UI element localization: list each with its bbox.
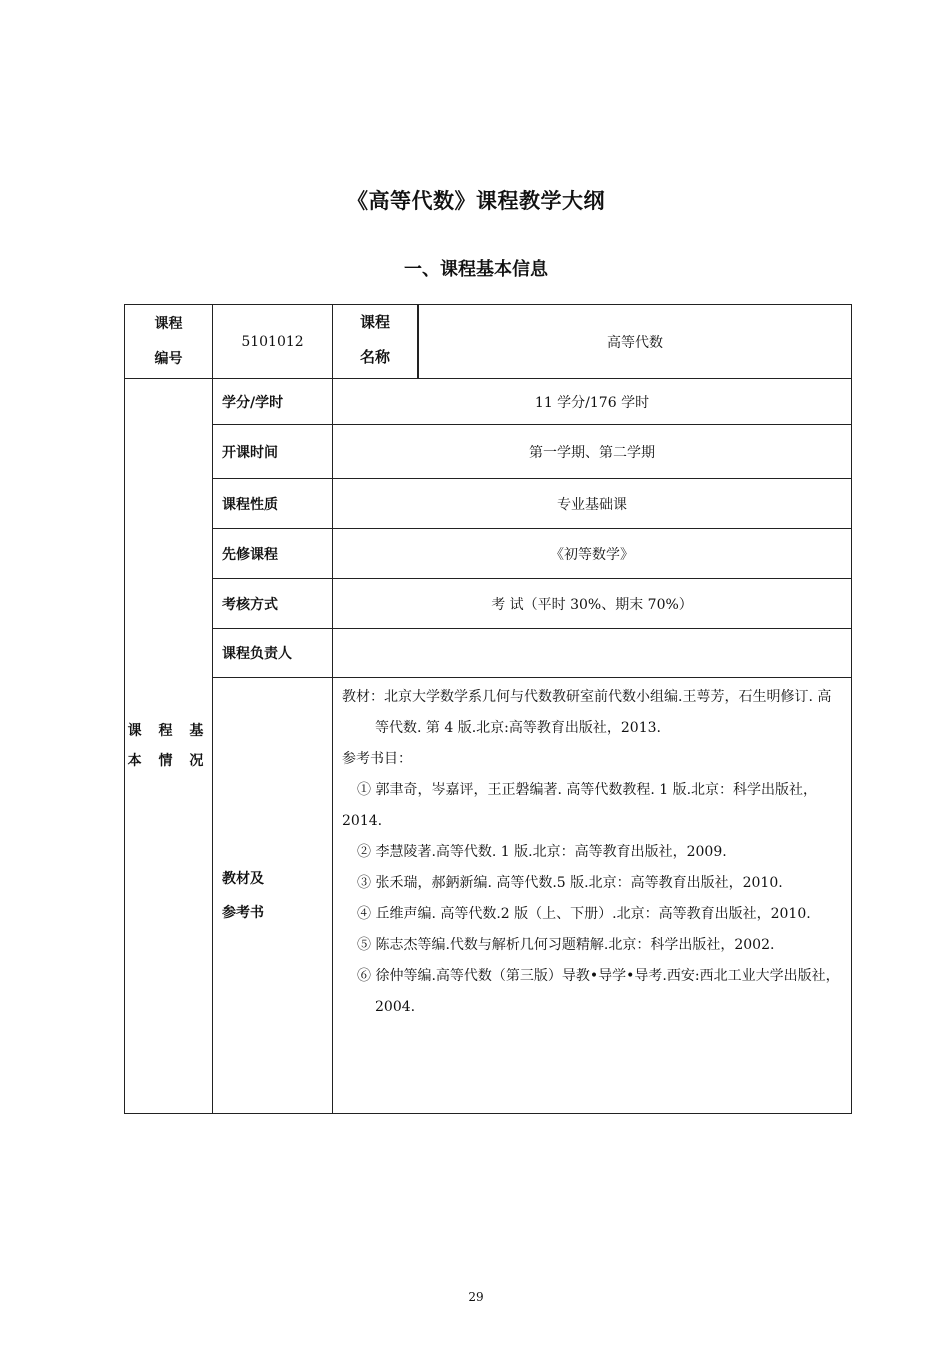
course-name-label [333,305,418,378]
table-row [125,629,852,678]
course-name-label-line2: 名称 [359,348,390,366]
course-name-value: 高等代数 [419,305,852,379]
books-label-line1: 教材及 [222,870,264,887]
reference-item: ② 李慧陵著.高等代数. 1 版.北京：高等教育出版社，2009. [357,844,727,860]
course-name-label-line1: 课程 [359,313,390,331]
row-value-credits: 11 学分/176 学时 [333,379,852,425]
document-title: 《高等代数》课程教学大纲 [347,189,605,213]
row-label-owner: 课程负责人 [213,629,333,678]
table-row [125,379,852,425]
books-label [213,678,333,1114]
reference-item: ① 郭聿奇，岑嘉评，王正磐编著. 高等代数教程. 1 版.北京：科学出版社，2014. [342,782,818,829]
table-row [125,579,852,629]
course-info-table [124,304,852,1114]
side-label-line2: 本 情 况 [127,753,210,769]
course-code-label [125,305,213,379]
row-value-nature: 专业基础课 [333,479,852,529]
row-label-schedule: 开课时间 [213,425,333,479]
course-code-label-line2: 编号 [154,350,183,367]
row-value-schedule: 第一学期、第二学期 [333,425,852,479]
books-label-line2: 参考书 [222,904,264,921]
books-content [333,678,852,1114]
section-heading: 一、课程基本信息 [404,259,548,280]
page-number: 29 [468,1290,484,1304]
course-code-value: 5101012 [213,305,333,379]
textbook-entry: 教材：北京大学数学系几何与代数教研室前代数小组编.王萼芳，石生明修订. 高等代数. 第 4 版.北京:高等教育出版社，2013. [342,689,832,736]
course-code-label-line1: 课程 [154,315,183,332]
reference-item: ③ 张禾瑞，郝鈵新编. 高等代数.5 版.北京：高等教育出版社，2010. [357,875,783,891]
reference-item: ④ 丘维声编. 高等代数.2 版（上、下册）.北京：高等教育出版社，2010. [357,906,811,922]
row-label-nature: 课程性质 [213,479,333,529]
row-value-assessment: 考 试（平时 30%、期末 70%） [333,579,852,629]
books-row [125,678,852,1114]
row-value-owner [333,629,852,678]
table-row [125,425,852,479]
reference-item: ⑥ 徐仲等编.高等代数（第三版）导教•导学•导考.西安:西北工业大学出版社，2004. [357,968,840,1015]
course-header-row [125,305,852,379]
table-row [125,479,852,529]
basic-info-side-label [125,379,213,1114]
side-label-line1: 课 程 基 [127,723,210,739]
course-name-label-cell [333,305,419,379]
row-label-assessment: 考核方式 [213,579,333,629]
reference-item: ⑤ 陈志杰等编.代数与解析几何习题精解.北京：科学出版社，2002. [357,937,775,953]
row-label-credits: 学分/学时 [213,379,333,425]
references-heading: 参考书目： [342,751,412,767]
row-label-prerequisite: 先修课程 [213,529,333,579]
row-value-prerequisite: 《初等数学》 [333,529,852,579]
table-row [125,529,852,579]
